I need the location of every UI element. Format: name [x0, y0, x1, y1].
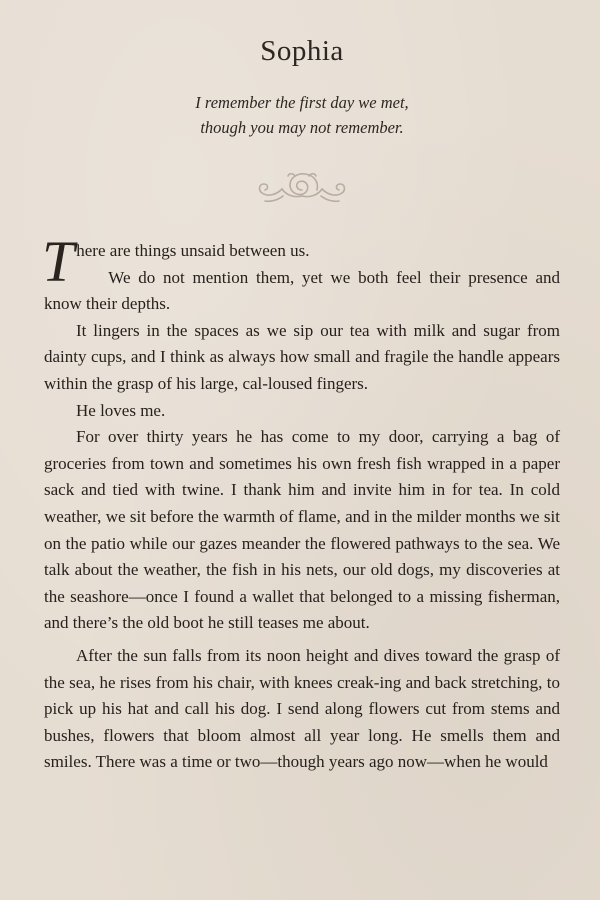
paragraph-3: It lingers in the spaces as we sip our tea with milk and sugar from dainty cups, and I think as always how small and fragile the handle appears within the grasp of his large, cal-loused fingers. [44, 320, 560, 393]
paragraph-5: For over thirty years he has come to my door, carrying a bag of groceries from town and sometimes his own fresh fish wrapped in a paper sack and tied with twine. I thank him and invite him in for tea. In cold weather, we sit before the warmth of flame, and in the milder months we sit on the patio while our gazes meander the flowered pathways to the sea. We talk about the weather, the fish in his nets, our old dogs, my discoveries at the seashore—once I found a wallet that belonged to a missing fisherman, and there’s the old boot he still teases me about. [44, 427, 560, 633]
drop-cap: T [42, 229, 75, 294]
paragraph-1-text: here are things unsaid between us. [76, 241, 310, 260]
epigraph-line-2: though you may not remember. [200, 118, 404, 137]
epigraph-line-1: I remember the first day we met, [195, 93, 409, 112]
paragraph-6: After the sun falls from its noon height and dives toward the grasp of the sea, he rises from his chair, with knees creak-ing and back stretching, to pick up his hat and call his dog. I send along flowers cut from stems and bushes, flowers that bloom almost all year long. He smells them and smiles. There was a time or two—though years ago now—when he would [44, 645, 560, 772]
paragraph-2: We do not mention them, yet we both feel their presence and know their depths. [44, 267, 560, 314]
flourish-ornament-icon [247, 166, 357, 210]
epigraph [44, 90, 560, 140]
chapter-body [42, 229, 560, 776]
chapter-title: Sophia [260, 35, 344, 67]
paragraph-4: He loves me. [76, 400, 166, 420]
